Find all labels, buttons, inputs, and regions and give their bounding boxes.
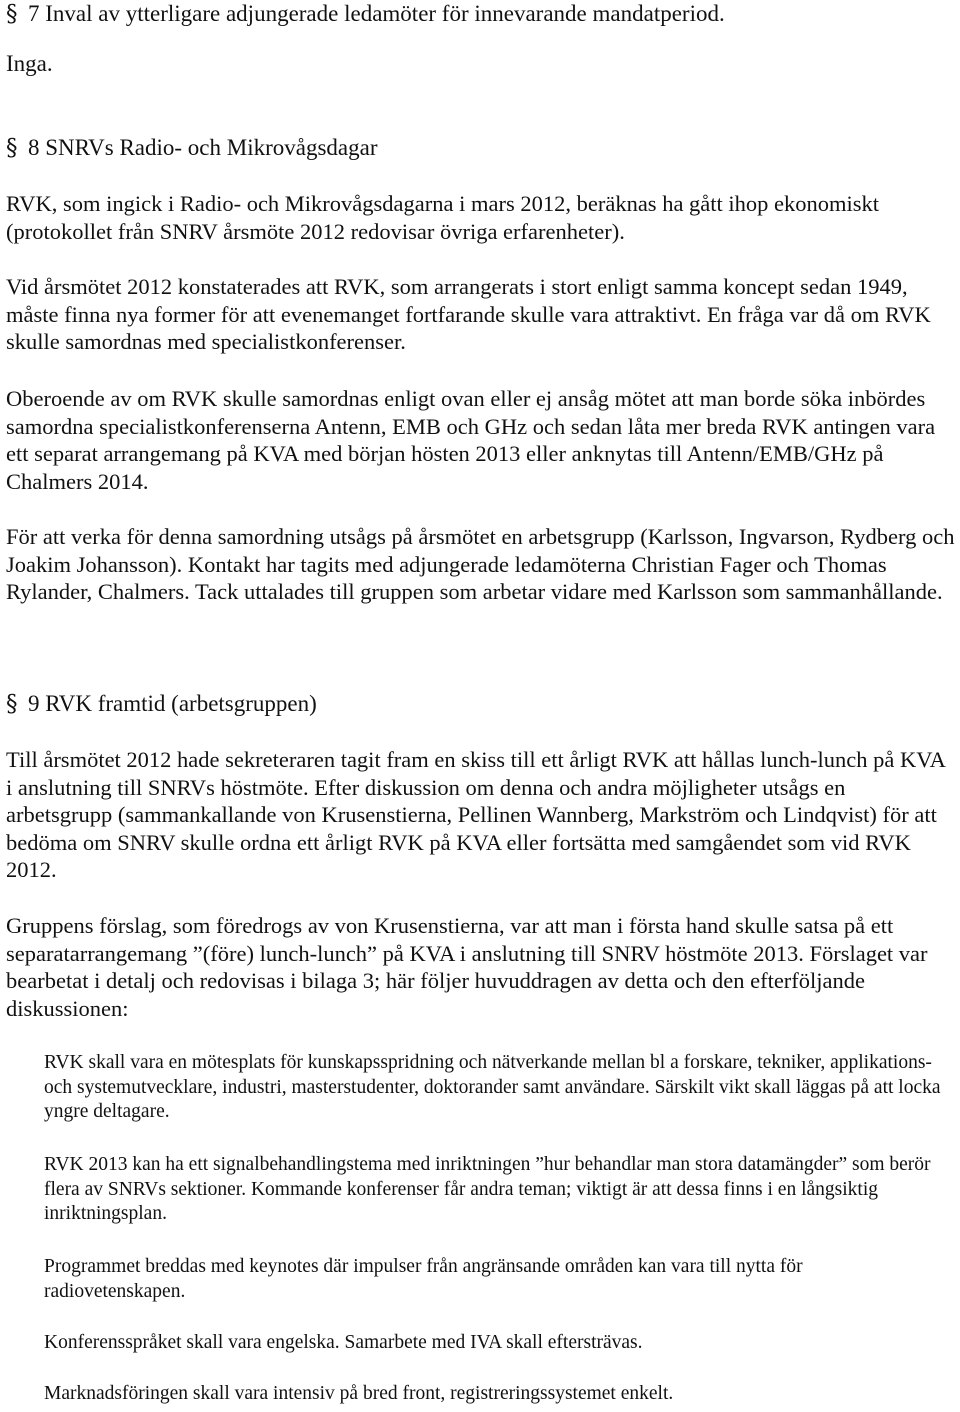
rvk-point-3: Programmet breddas med keynotes där impulser från angränsande områden kan vara till nytta för radiovetenskapen.: [44, 1256, 803, 1302]
section-7-heading: [6, 0, 725, 28]
section-sign-9: §: [6, 691, 18, 717]
section-8-paragraph-1: RVK, som ingick i Radio- och Mikrovågsdagarna i mars 2012, beräknas ha gått ihop ekonomiskt (protokollet från SNRV årsmöte 2012 redovisar övriga erfarenheter).: [6, 191, 880, 244]
section-sign-7: §: [6, 1, 18, 27]
section-8-paragraph-4: För att verka för denna samordning utsågs på årsmötet en arbetsgrupp (Karlsson, Ingvarson, Rydberg och Joakim Johansson). Kontakt har tagits med adjungerade ledamöterna Christian Fager och Thomas Rylander, Chalmers. Tack uttalades till gruppen som arbetar vidare med Karlsson som sammanhållande.: [6, 524, 955, 604]
section-9-paragraph-2: Gruppens förslag, som föredrogs av von Krusenstierna, var att man i första hand skulle satsa på ett separatarrangemang ”(före) lunch-lunch” på KVA i anslutning till SNRV höstmöte 2013. Förslaget var bearbetat i detalj och redovisas i bilaga 3; här följer huvuddragen av detta och den efterföljande diskussionen:: [6, 913, 928, 1021]
rvk-point-5: Marknadsföringen skall vara intensiv på bred front, registreringssystemet enkelt.: [44, 1383, 674, 1404]
section-9-heading: [6, 690, 317, 718]
section-sign-8: §: [6, 135, 18, 161]
rvk-point-1: RVK skall vara en mötesplats för kunskapsspridning och nätverkande mellan bl a forskare, tekniker, applikations- och systemutvecklare, industri, masterstudenter, doktorander samt användare. Särskilt vikt skall läggas på att locka yngre deltagare.: [44, 1052, 941, 1122]
section-8-paragraph-2: Vid årsmötet 2012 konstaterades att RVK, som arrangerats i stort enligt samma koncept sedan 1949, måste finna nya former för att evenemanget fortfarande skulle vara attraktivt. En fråga var då om RVK skulle samordnas med specialistkonferenser.: [6, 274, 931, 354]
section-8-paragraph-3: Oberoende av om RVK skulle samordnas enligt ovan eller ej ansåg mötet att man borde söka inbördes samordna specialistkonferenserna Antenn, EMB och GHz och sedan låta mer breda RVK antingen vara ett separat arrangemang på KVA med början hösten 2013 eller anknytas till Antenn/EMB/GHz på Chalmers 2014.: [6, 386, 936, 494]
section-7-body: Inga.: [6, 51, 53, 76]
section-8-title: 8 SNRVs Radio- och Mikrovågsdagar: [28, 135, 378, 160]
section-9-paragraph-1: Till årsmötet 2012 hade sekreteraren tagit fram en skiss till ett årligt RVK att hållas lunch-lunch på KVA i anslutning till SNRVs höstmöte. Efter diskussion om denna och andra möjligheter utsågs en arbetsgrupp (sammankallande von Krusenstierna, Pellinen Wannberg, Markström och Lindqvist) för att bedöma om SNRV skulle ordna ett årligt RVK på KVA eller fortsätta med samgåendet som vid RVK 2012.: [6, 747, 945, 882]
rvk-point-4: Konferensspråket skall vara engelska. Samarbete med IVA skall eftersträvas.: [44, 1332, 643, 1353]
rvk-point-2: RVK 2013 kan ha ett signalbehandlingstema med inriktningen ”hur behandlar man stora datamängder” som berör flera av SNRVs sektioner. Kommande konferenser får andra teman; viktigt är att dessa finns i en långsiktig inriktningsplan.: [44, 1154, 931, 1224]
section-8-heading: [6, 134, 378, 162]
section-7-title: 7 Inval av ytterligare adjungerade ledamöter för innevarande mandatperiod.: [28, 1, 725, 26]
section-9-title: 9 RVK framtid (arbetsgruppen): [28, 691, 317, 716]
